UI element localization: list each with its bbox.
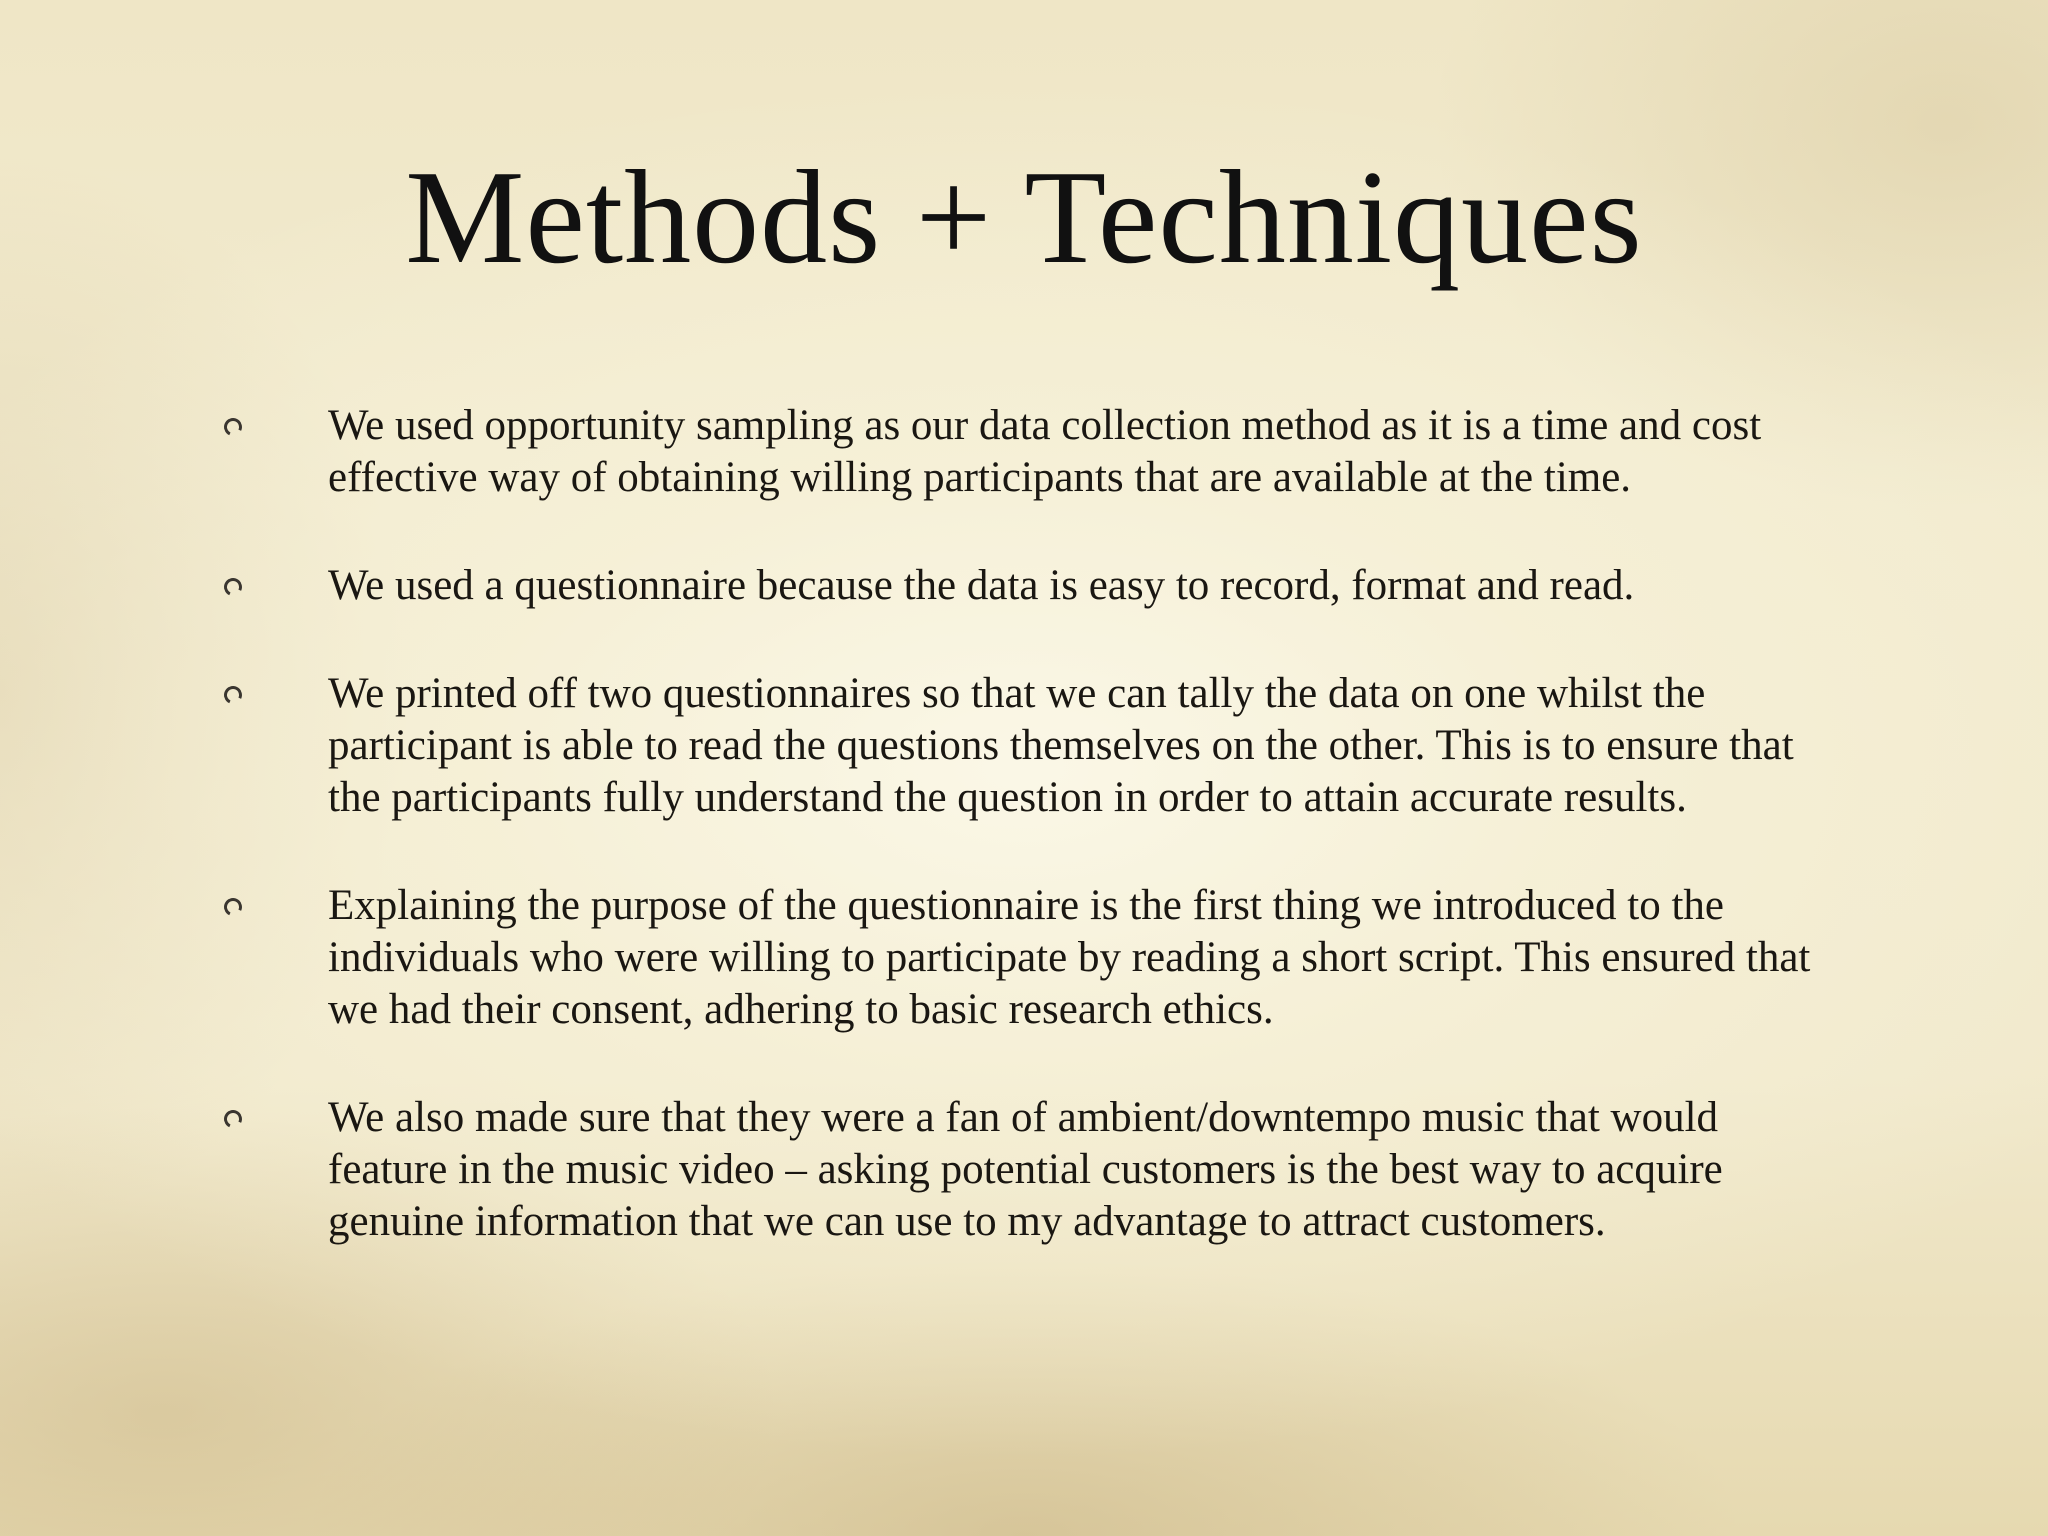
bullet-text: We also made sure that they were a fan of ambient/downtempo music that would feature in the music video – asking potential customers is the best way to acquire genuine information that we can use to my advantage to attract customers. bbox=[328, 1094, 1723, 1245]
bullet-text: Explaining the purpose of the questionnaire is the first thing we introduced to the individuals who were willing to participate by reading a short script. This ensured that we had their consent, adhering to basic research ethics. bbox=[328, 882, 1811, 1033]
bullet-text: We printed off two questionnaires so that we can tally the data on one whilst the participant is able to read the questions themselves on the other. This is to ensure that the participants fully understand the question in order to attain accurate results. bbox=[328, 670, 1794, 821]
open-circle-icon bbox=[221, 415, 244, 438]
bullet-item bbox=[220, 880, 1840, 1036]
bullet-item bbox=[220, 560, 1840, 612]
bullet-item bbox=[220, 668, 1840, 824]
bullet-item bbox=[220, 400, 1840, 504]
open-circle-icon bbox=[221, 895, 244, 918]
bullet-text: We used a questionnaire because the data is easy to record, format and read. bbox=[328, 562, 1635, 609]
open-circle-icon bbox=[221, 575, 244, 598]
bullet-item bbox=[220, 1092, 1840, 1248]
bullet-text: We used opportunity sampling as our data collection method as it is a time and cost effective way of obtaining willing participants that are available at the time. bbox=[328, 402, 1762, 501]
open-circle-icon bbox=[221, 1107, 244, 1130]
bullet-list bbox=[220, 400, 1840, 1248]
open-circle-icon bbox=[221, 683, 244, 706]
slide-title: Methods + Techniques bbox=[405, 143, 1643, 291]
